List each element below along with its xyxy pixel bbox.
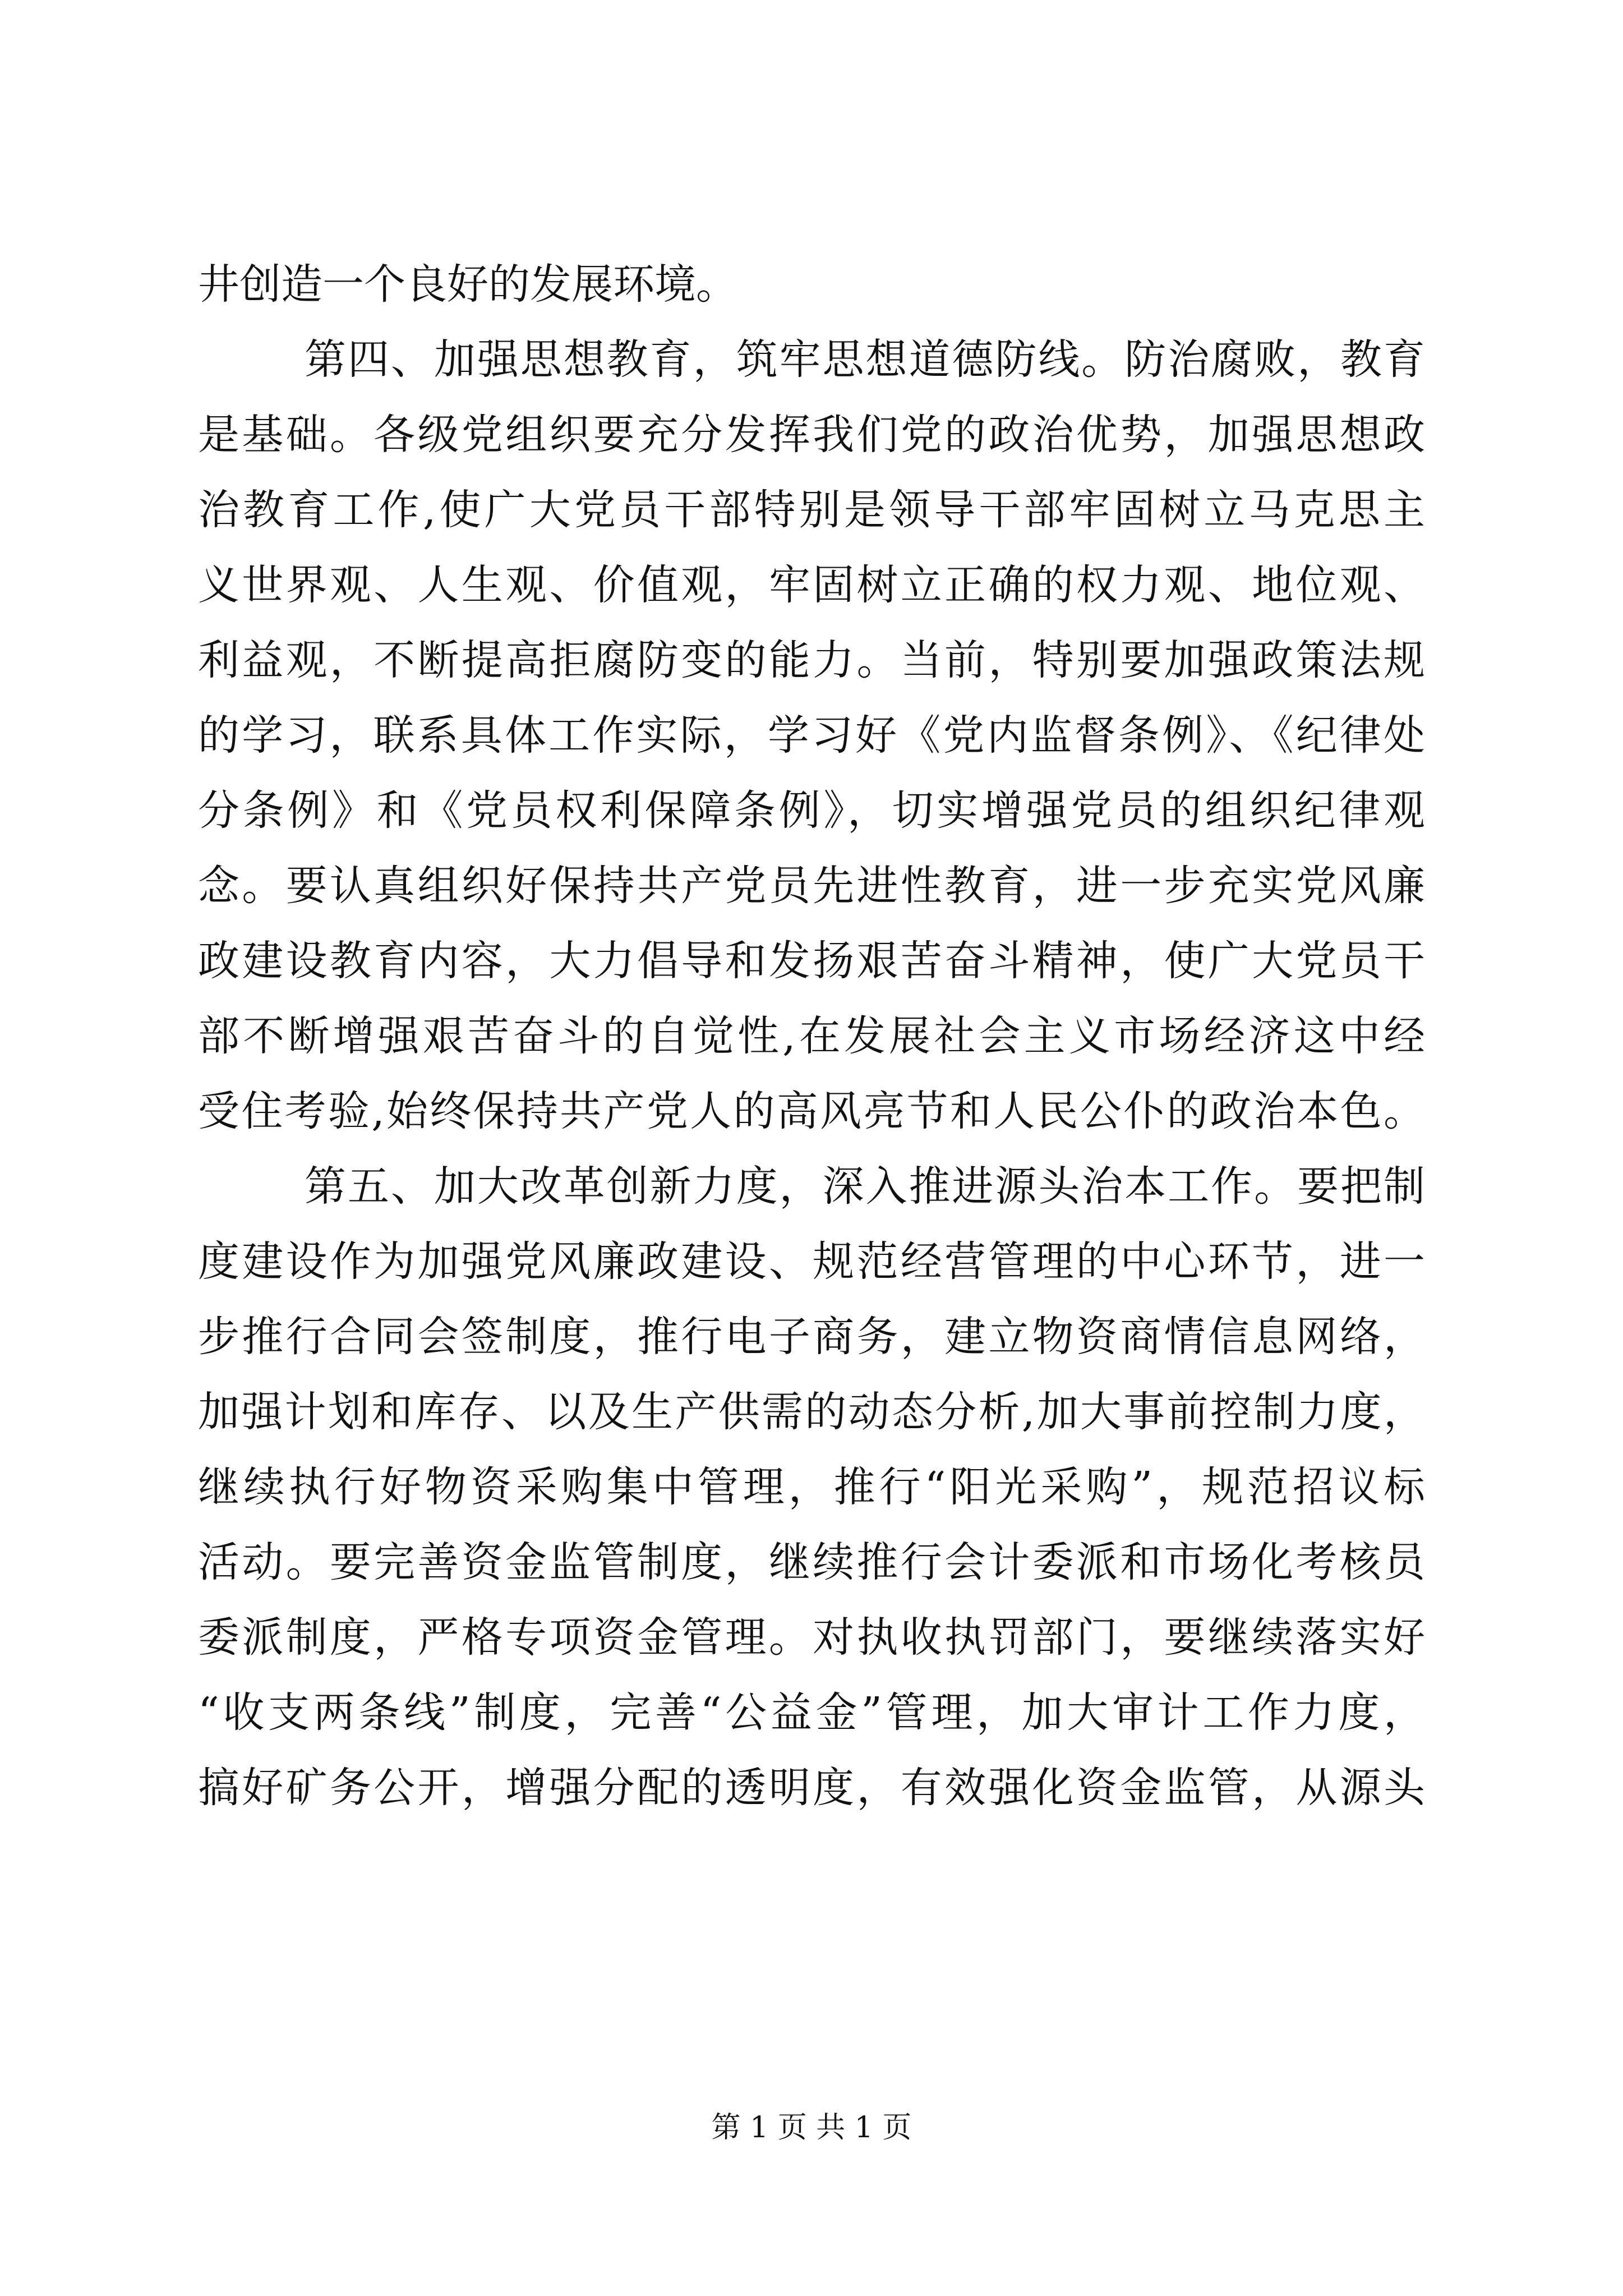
text-line: 分条例》和《党员权利保障条例》，切实增强党员的组织纪律观 [198,786,1425,835]
text-line: 委派制度，严格专项资金管理。对执收执罚部门，要继续落实好 [198,1613,1425,1662]
text-line: 义世界观、人生观、价值观，牢固树立正确的权力观、地位观、 [198,561,1425,609]
text-line: 继续执行好物资采购集中管理，推行“阳光采购”，规范招议标 [198,1463,1425,1511]
text-line: 利益观，不断提高拒腐防变的能力。当前，特别要加强政策法规 [198,636,1425,684]
text-line: 部不断增强艰苦奋斗的自觉性,在发展社会主义市场经济这中经 [198,1012,1425,1060]
text-line: 度建设作为加强党风廉政建设、规范经营管理的中心环节，进一 [198,1237,1425,1286]
page-number-footer: 第 1 页 共 1 页 [711,2111,912,2145]
paragraph-first-line: 第五、加大改革创新力度，深入推进源头治本工作。要把制 [305,1162,1425,1211]
text-line: 念。要认真组织好保持共产党员先进性教育，进一步充实党风廉 [198,862,1425,910]
text-line: 政建设教育内容，大力倡导和发扬艰苦奋斗精神，使广大党员干 [198,937,1425,985]
paragraph-first-line: 第四、加强思想教育，筑牢思想道德防线。防治腐败，教育 [305,335,1425,384]
document-body [198,247,1425,1825]
text-line: 受住考验,始终保持共产党人的高风亮节和人民公仆的政治本色。 [198,1087,1425,1135]
text-line: 是基础。各级党组织要充分发挥我们党的政治优势，加强思想政 [198,411,1425,459]
text-line: 加强计划和库存、以及生产供需的动态分析,加大事前控制力度， [198,1388,1425,1436]
text-line: 搞好矿务公开，增强分配的透明度，有效强化资金监管，从源头 [198,1764,1425,1812]
text-line: “收支两条线”制度，完善“公益金”管理，加大审计工作力度， [198,1688,1425,1737]
text-line: 井创造一个良好的发展环境。 [198,260,737,309]
text-line: 治教育工作,使广大党员干部特别是领导干部牢固树立马克思主 [198,486,1425,534]
text-line: 的学习，联系具体工作实际，学习好《党内监督条例》、《纪律处 [198,711,1425,760]
text-line: 步推行合同会签制度，推行电子商务，建立物资商情信息网络， [198,1313,1425,1361]
text-line: 活动。要完善资金监管制度，继续推行会计委派和市场化考核员 [198,1538,1425,1586]
